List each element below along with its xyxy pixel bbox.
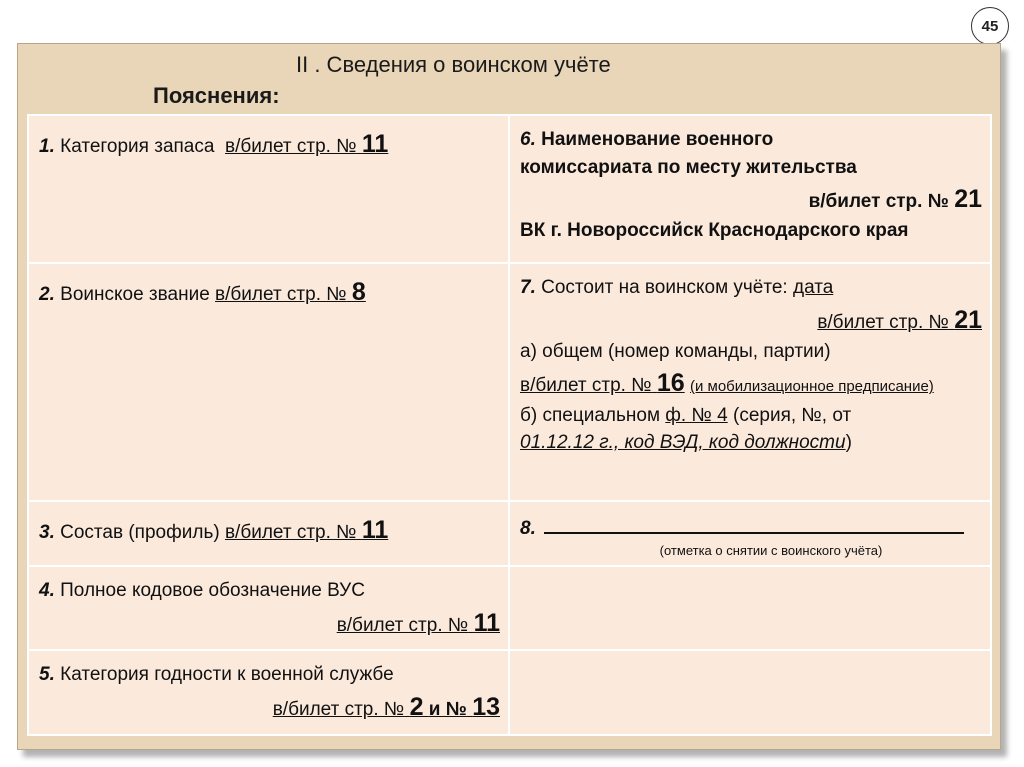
- cell-military-rank: 2. Воинское звание в/билет стр. № 8: [28, 263, 509, 501]
- cell-deregistration-mark: 8. (отметка о снятии с воинского учёта): [509, 501, 991, 566]
- cell-vus-code: 4. Полное кодовое обозначение ВУС в/билет стр. № 11: [28, 566, 509, 650]
- table-row: [28, 650, 991, 735]
- signature-line: [544, 512, 964, 534]
- empty-cell: [509, 650, 991, 735]
- empty-cell: [509, 566, 991, 650]
- table-row: [28, 263, 991, 501]
- cell-composition: 3. Состав (профиль) в/билет стр. № 11: [28, 501, 509, 566]
- explanations-heading: Пояснения:: [153, 83, 280, 108]
- cell-commissariat: 6. Наименование военного комиссариата по месту жительства в/билет стр. № 21 ВК г. Новороссийск Краснодарского края: [509, 115, 991, 263]
- cell-registration-status: 7. Состоит на воинском учёте: дата в/билет стр. № 21 а) общем (номер команды, партии) в/билет стр. № 16 (и мобилизационное предписание) б) специальном ф. № 4 (серия, №, от 01.12.12 г., код ВЭД, код должности): [509, 263, 991, 501]
- table-row: [28, 115, 991, 263]
- military-registration-table: [27, 114, 992, 736]
- cell-fitness-category: 5. Категория годности к военной службе в/билет стр. № 2 и № 13: [28, 650, 509, 735]
- cell-reserve-category: 1. Категория запаса в/билет стр. № 11: [28, 115, 509, 263]
- table-row: [28, 566, 991, 650]
- table-row: [28, 501, 991, 566]
- slide-number-badge: 45: [971, 7, 1009, 45]
- section-heading: II . Сведения о воинском учёте: [296, 52, 611, 77]
